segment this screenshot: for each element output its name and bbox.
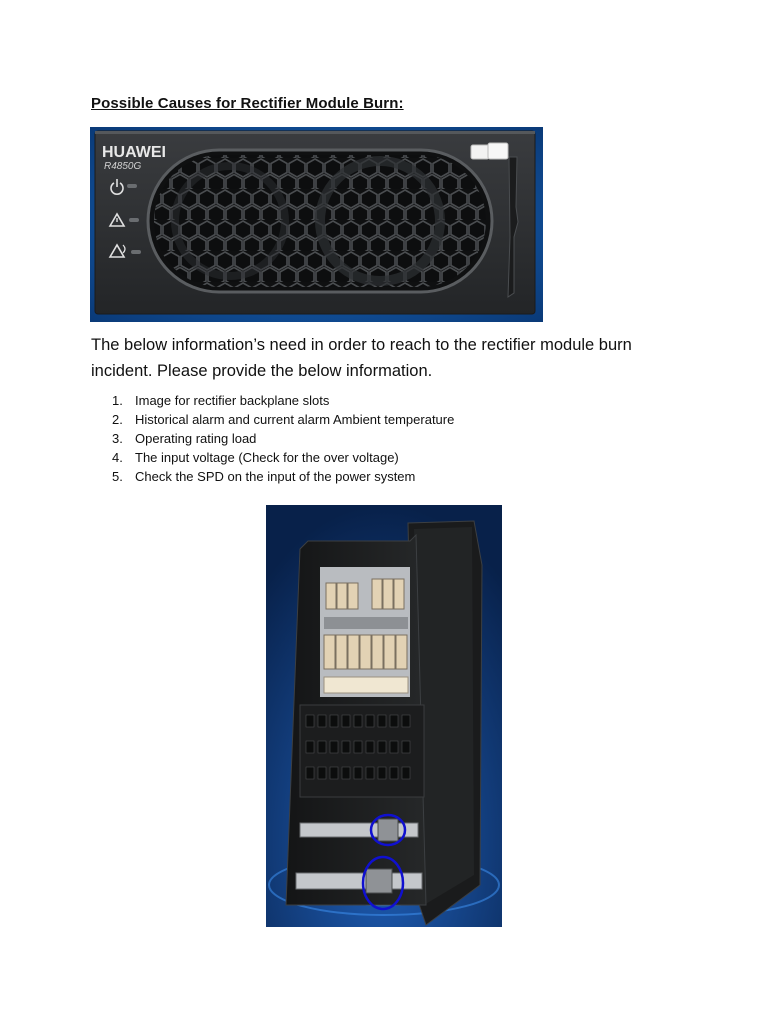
- rectifier-model-text: R4850G: [104, 161, 142, 172]
- distribution-panel: [300, 705, 424, 797]
- required-info-list: [112, 391, 454, 486]
- intro-paragraph: The below information’s need in order to reach to the rectifier module burn incident. Please provide the below information.: [91, 336, 632, 380]
- fan-grille: [148, 150, 492, 292]
- list-item: 2. Historical alarm and current alarm Ambient temperature: [112, 412, 455, 427]
- list-item: 1. Image for rectifier backplane slots: [112, 393, 330, 408]
- list-item: 4. The input voltage (Check for the over voltage): [112, 450, 399, 465]
- rectifier-brand-text: HUAWEI: [102, 144, 166, 161]
- breaker-row-middle: [324, 635, 407, 669]
- list-item: 3. Operating rating load: [112, 431, 257, 446]
- rectifier-module-image: [90, 127, 543, 322]
- page-heading: Possible Causes for Rectifier Module Burn:: [91, 95, 404, 112]
- list-item: 5. Check the SPD on the input of the power system: [112, 469, 416, 484]
- power-cabinet-image: [266, 505, 502, 927]
